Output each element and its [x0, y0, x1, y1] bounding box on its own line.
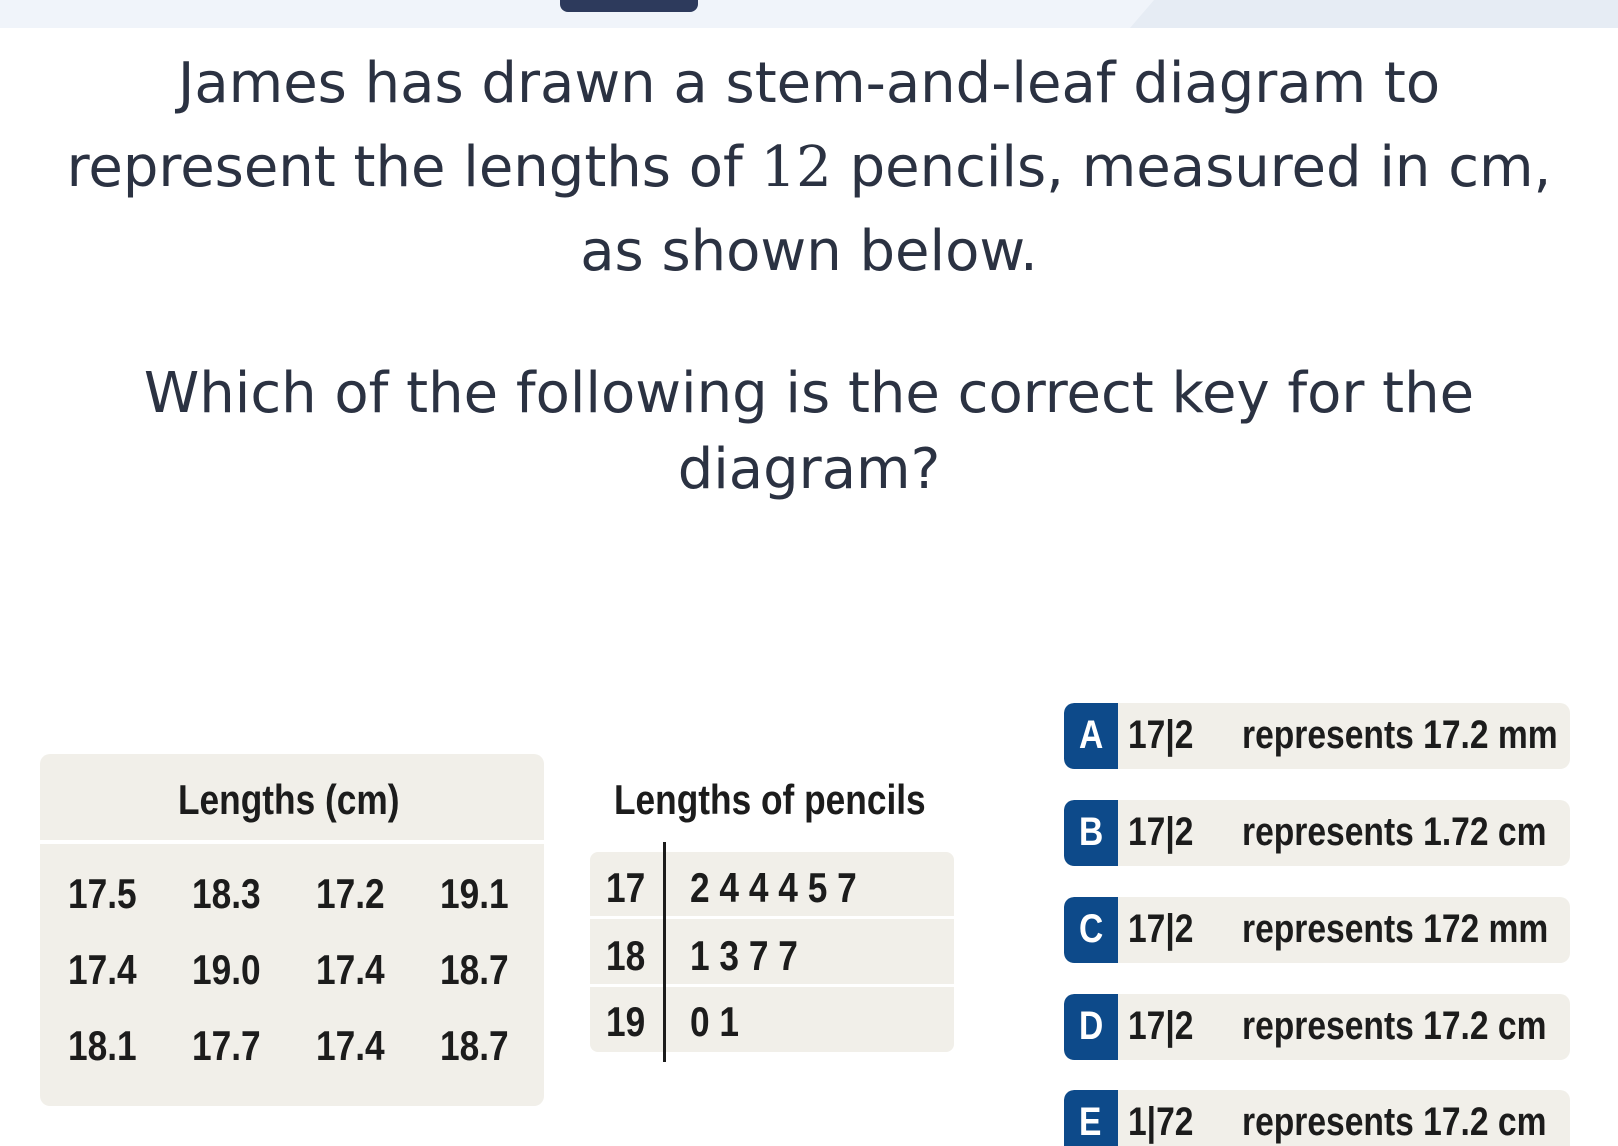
question-line-2-start: represent the lengths of: [66, 135, 761, 200]
question-number: 12: [760, 135, 832, 200]
option-d[interactable]: [1064, 994, 1570, 1060]
option-b[interactable]: [1064, 800, 1570, 866]
option-e[interactable]: [1064, 1090, 1570, 1146]
stem-leaf-row-divider: [590, 916, 954, 919]
prompt-line-1: Which of the following is the correct key for the: [143, 361, 1475, 426]
stem-leaf-leaves: 0 1: [690, 998, 740, 1045]
option-letter: A: [1079, 713, 1104, 757]
option-text: represents 17.2 mm: [1242, 713, 1558, 757]
option-c[interactable]: [1064, 897, 1570, 963]
data-cell: 17.4: [316, 946, 385, 993]
option-key: 17|2: [1128, 1004, 1194, 1048]
option-text: represents 172 mm: [1242, 907, 1549, 951]
option-text: represents 1.72 cm: [1242, 810, 1547, 854]
option-b-letter-badge: [1064, 800, 1118, 866]
question-line-2: [10, 126, 1608, 210]
data-table-body: [40, 844, 544, 1106]
option-letter: C: [1079, 907, 1104, 951]
stem-leaf-vertical-line: [663, 842, 666, 1062]
data-cell: 18.7: [440, 946, 509, 993]
stem-leaf-title: Lengths of pencils: [614, 776, 926, 823]
option-letter: D: [1079, 1004, 1104, 1048]
question-line-2-end: pencils, measured in cm,: [831, 135, 1552, 200]
data-cell: 17.4: [68, 946, 137, 993]
option-key: 1|72: [1128, 1100, 1194, 1144]
data-cell: 18.1: [68, 1022, 137, 1069]
option-c-letter-badge: [1064, 897, 1118, 963]
data-cell: 18.7: [440, 1022, 509, 1069]
data-cell: 17.7: [192, 1022, 261, 1069]
option-text: represents 17.2 cm: [1242, 1004, 1547, 1048]
question-text: [10, 42, 1608, 294]
option-letter: E: [1079, 1100, 1102, 1144]
option-letter: B: [1079, 810, 1104, 854]
top-bar-slant-decoration: [1130, 0, 1618, 28]
top-tab-indicator[interactable]: [560, 0, 698, 12]
data-cell: 17.2: [316, 870, 385, 917]
option-text: represents 17.2 cm: [1242, 1100, 1547, 1144]
prompt-line-2: diagram?: [677, 437, 941, 502]
top-bar: [0, 0, 1618, 28]
data-cell: 17.5: [68, 870, 137, 917]
stem-leaf-stem: 18: [606, 932, 646, 979]
question-line-3: as shown below.: [580, 219, 1038, 284]
data-cell: 19.0: [192, 946, 261, 993]
option-key: 17|2: [1128, 810, 1194, 854]
data-table-title: Lengths (cm): [178, 776, 400, 823]
stem-leaf-stem: 19: [606, 998, 646, 1045]
data-cell: 18.3: [192, 870, 261, 917]
option-e-letter-badge: [1064, 1090, 1118, 1146]
stem-leaf-leaves: 1 3 7 7: [690, 932, 798, 979]
stem-leaf-leaves: 2 4 4 4 5 7: [690, 864, 857, 911]
data-table-header: [40, 754, 544, 840]
data-cell: 19.1: [440, 870, 509, 917]
option-a[interactable]: [1064, 703, 1570, 769]
stem-leaf-row-divider: [590, 984, 954, 987]
prompt-text: [10, 356, 1608, 508]
stem-leaf-stem: 17: [606, 864, 646, 911]
option-key: 17|2: [1128, 907, 1194, 951]
option-d-letter-badge: [1064, 994, 1118, 1060]
data-cell: 17.4: [316, 1022, 385, 1069]
question-line-1: James has drawn a stem-and-leaf diagram to: [177, 51, 1441, 116]
option-a-letter-badge: [1064, 703, 1118, 769]
option-key: 17|2: [1128, 713, 1194, 757]
lengths-data-table: [40, 754, 544, 1106]
